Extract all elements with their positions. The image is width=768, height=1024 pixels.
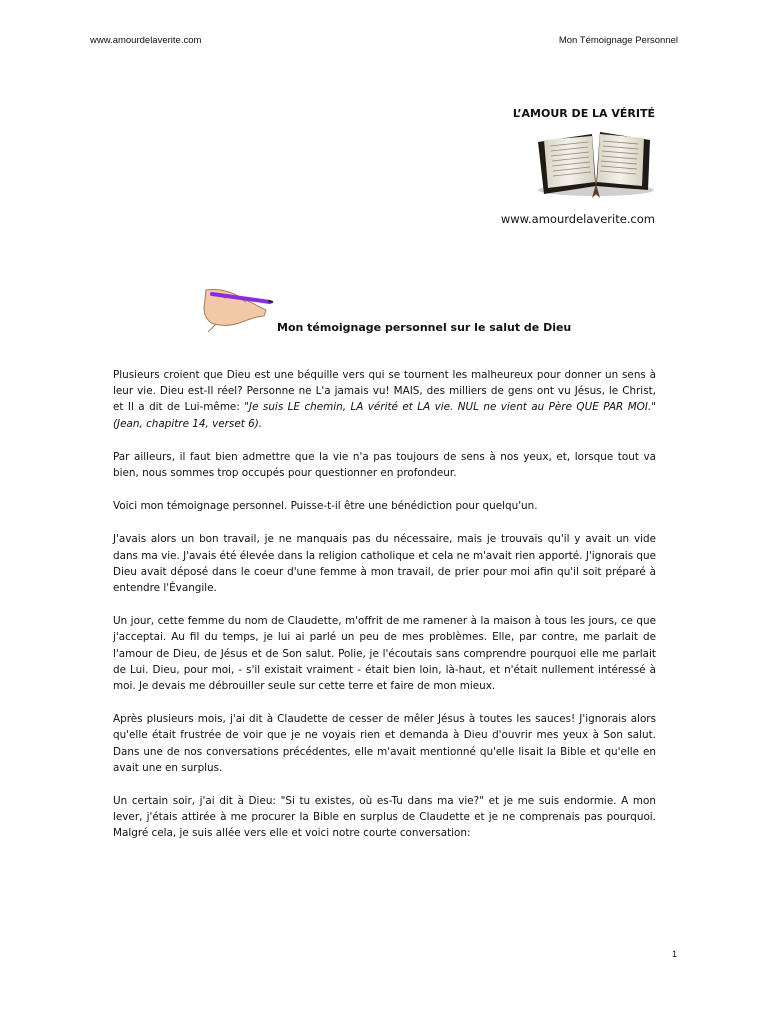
paragraph-4: J'avais alors un bon travail, je ne manquais pas du nécessaire, mais je trouvais qu'il y avait un vide dans ma vie. J'avais été élevée dans la religion catholique et cela ne m'avait rien apporté. J'ignorais que Dieu avait déposé dans le coeur d'une femme à mon travail, de prier pour moi afin qu'il soit préparé à entendre l'Évangile. bbox=[113, 533, 656, 595]
paragraph-1-text: Plusieurs croient que Dieu est une béquille vers qui se tournent les malheureux pour donner un sens à leur vie. Dieu est-Il réel? Personne ne L'a jamais vu! MAIS, des milliers de gens ont vu Jésus, le Christ, et Il a dit de Lui-même: bbox=[113, 369, 656, 414]
site-url: www.amourdelaverite.com bbox=[500, 212, 655, 226]
header-site-url: www.amourdelaverite.com bbox=[90, 35, 202, 46]
paragraph-3: Voici mon témoignage personnel. Puisse-t-il être une bénédiction pour quelqu'un. bbox=[113, 500, 538, 513]
paragraph-6: Après plusieurs mois, j'ai dit à Claudette de cesser de mêler Jésus à toutes les sauces! J'ignorais alors qu'elle était frustrée de voir que je ne voyais rien et demanda à Dieu d'ouvrir mes yeux à Son salut. Dans une de nos conversations précédentes, elle m'avait mentionné qu'elle lisait la Bible et qu'elle en avait une en surplus. bbox=[113, 713, 656, 774]
bible-quote: "Je suis LE chemin, LA vérité et LA vie. NUL ne vient au Père QUE PAR MOI." (Jean, chapitre 14, verset 6). bbox=[113, 401, 656, 430]
open-bible-icon bbox=[530, 128, 658, 198]
writing-hand-icon bbox=[202, 280, 274, 332]
page-number: 1 bbox=[671, 949, 677, 959]
body-text bbox=[113, 367, 656, 859]
paragraph-2: Par ailleurs, il faut bien admettre que la vie n'a pas toujours de sens à nos yeux, et, lorsque tout va bien, nous sommes trop occupés pour questionner en profondeur. bbox=[113, 450, 656, 480]
paragraph-1 bbox=[113, 367, 656, 432]
site-title: L’AMOUR DE LA VÉRITÉ bbox=[512, 107, 655, 120]
header-document-title: Mon Témoignage Personnel bbox=[558, 35, 678, 46]
paragraph-7: Un certain soir, j'ai dit à Dieu: "Si tu existes, où es-Tu dans ma vie?" et je me suis endormie. A mon lever, j'étais attirée à me procurer la Bible en surplus de Claudette et je ne comprenais pas pourquoi. Malgré cela, je suis allée vers elle et voici notre courte conversation: bbox=[113, 795, 656, 840]
section-title: Mon témoignage personnel sur le salut de Dieu bbox=[277, 321, 572, 334]
paragraph-5: Un jour, cette femme du nom de Claudette, m'offrit de me ramener à la maison à tous les jours, ce que j'acceptai. Au fil du temps, je lui ai parlé un peu de mes problèmes. Elle, par contre, me parlait de l'amour de Dieu, de Jésus et de Son salut. Polie, je l'écoutais sans comprendre pourquoi elle me parlait de Lui. Dieu, pour moi, - s'il existait vraiment - était bien loin, là-haut, et n'était nullement intéressé à moi. Je devais me débrouiller seule sur cette terre et faire de mon mieux. bbox=[113, 615, 656, 693]
